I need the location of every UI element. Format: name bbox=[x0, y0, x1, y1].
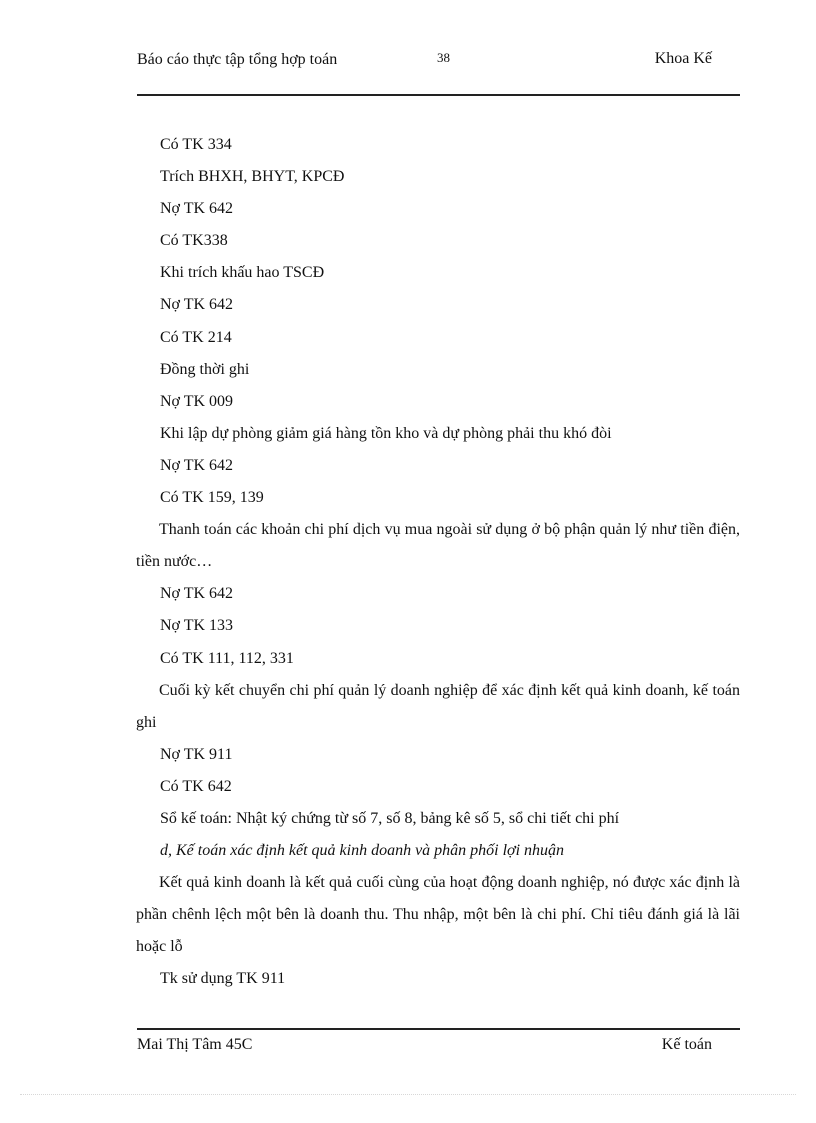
body-line: Khi lập dự phòng giảm giá hàng tồn kho và dự phòng phải thu khó đòi bbox=[160, 424, 612, 442]
body-paragraph: Cuối kỳ kết chuyển chi phí quản lý doanh nghiệp để xác định kết quả kinh doanh, kế toán ghi bbox=[136, 681, 740, 731]
page-bottom-divider bbox=[20, 1094, 796, 1095]
body-line: Có TK 334 bbox=[160, 136, 232, 153]
body-line: Có TK 214 bbox=[160, 328, 232, 346]
body-line: Trích BHXH, BHYT, KPCĐ bbox=[160, 168, 345, 186]
body-line: Có TK 159, 139 bbox=[160, 489, 264, 507]
footer-author: Mai Thị Tâm 45C bbox=[137, 1036, 253, 1053]
body-line: Nợ TK 911 bbox=[160, 745, 233, 763]
body-line: Nợ TK 642 bbox=[160, 456, 234, 474]
footer-department: Kế toán bbox=[661, 1036, 712, 1053]
page-footer bbox=[137, 1028, 740, 1053]
header-report-title: Báo cáo thực tập tổng hợp toán bbox=[137, 51, 338, 68]
page-body bbox=[137, 129, 740, 996]
section-heading: d, Kế toán xác định kết quả kinh doanh và phân phối lợi nhuận bbox=[160, 842, 565, 860]
body-line: Nợ TK 009 bbox=[160, 392, 234, 410]
header-page-number: 38 bbox=[437, 50, 450, 65]
body-line: Đồng thời ghi bbox=[160, 360, 250, 378]
body-line: Nợ TK 642 bbox=[160, 585, 234, 603]
header-faculty: Khoa Kế bbox=[654, 50, 712, 67]
body-paragraph: Thanh toán các khoản chi phí dịch vụ mua ngoài sử dụng ở bộ phận quản lý như tiền điện, tiền nước… bbox=[136, 521, 740, 571]
body-paragraph: Kết quả kinh doanh là kết quả cuối cùng của hoạt động doanh nghiệp, nó được xác định là phần chênh lệch một bên là doanh thu. Thu nhập, một bên là chi phí. Chỉ tiêu đánh giá là lãi hoặc lỗ bbox=[136, 874, 740, 956]
body-line: Tk sử dụng TK 911 bbox=[160, 970, 286, 988]
body-line: Nợ TK 642 bbox=[160, 200, 234, 218]
page-header bbox=[137, 50, 740, 96]
body-line: Có TK 642 bbox=[160, 777, 232, 795]
body-line: Có TK338 bbox=[160, 232, 228, 250]
body-line: Nợ TK 133 bbox=[160, 617, 234, 635]
body-line: Nợ TK 642 bbox=[160, 296, 234, 314]
body-line: Có TK 111, 112, 331 bbox=[160, 649, 294, 667]
body-line: Sổ kế toán: Nhật ký chứng từ số 7, số 8, bảng kê số 5, sổ chi tiết chi phí bbox=[160, 809, 620, 827]
body-line: Khi trích khấu hao TSCĐ bbox=[160, 264, 325, 282]
